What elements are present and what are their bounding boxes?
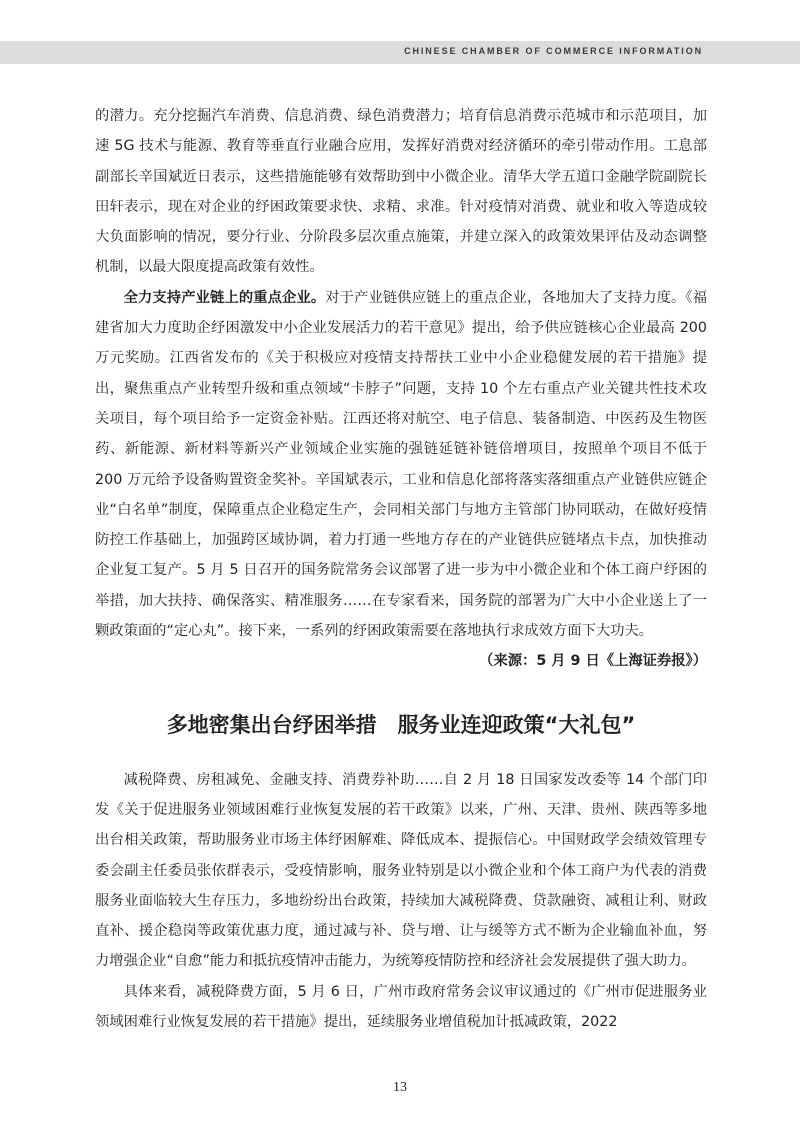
source-citation: （来源：5 月 9 日《上海证券报》） — [479, 653, 707, 670]
page-content — [95, 101, 707, 1037]
body-paragraph: 的潜力。充分挖掘汽车消费、信息消费、绿色消费潜力；培育信息消费示范城市和示范项目，加速 5G 技术与能源、教育等垂直行业融合应用，发挥好消费对经济循环的牵引带动作用。工息部副部长辛国斌近日表示，这些措施能够有效帮助到中小微企业。清华大学五道口金融学院副院长田轩表示，现在对企业的纾困政策要求快、求精、求准。针对疫情对消费、就业和收入等造成较大负面影响的情况，要分行业、分阶段多层次重点施策，并建立深入的政策效果评估及动态调整机制，以最大限度提高政策有效性。 — [95, 108, 707, 276]
section-lead: 全力支持产业链上的重点企业。 — [123, 289, 326, 306]
page-number: 13 — [393, 1080, 407, 1095]
article-paragraph: 减税降费、房租减免、金融支持、消费券补助……自 2 月 18 日国家发改委等 14 个部门印发《关于促进服务业领域困难行业恢复发展的若干政策》以来，广州、天津、贵州、陕西等多地出台相关政策，帮助服务业市场主体纾困解难、降低成本、提振信心。中国财政学会绩效管理专委会副主任委员张依群表示，受疫情影响，服务业特别是以小微企业和个体工商户为代表的消费服务业面临较大生存压力，多地纷纷出台政策，持续加大减税降费、贷款融资、减租让利、财政直补、援企稳岗等政策优惠力度，通过减与补、贷与增、让与缓等方式不断为企业输血补血，努力增强企业“自愈”能力和抵抗疫情冲击能力，为统筹疫情防控和经济社会发展提供了强大助力。 — [95, 771, 707, 970]
paragraph-text: 对于产业链供应链上的重点企业，各地加大了支持力度。《福建省加大力度助企纾困激发中小企业发展活力的若干意见》提出，给予供应链核心企业最高 200 万元奖励。江西省发布的《关于积极应对疫情支持帮扶工业中小企业稳健发展的若干措施》提出，聚焦重点产业转型升级和重点领域“卡脖子”问题，支持 10 个左右重点产业关键共性技术攻关项目，每个项目给予一定资金补贴。江西还将对航空、电子信息、装备制造、中医药及生物医药、新能源、新材料等新兴产业领域企业实施的强链延链补链倍增项目，按照单个项目不低于 200 万元给予设备购置资金奖补。辛国斌表示，工业和信息化部将落实落细重点产业链供应链企业“白名单”制度，保障重点企业稳定生产，会同相关部门与地方主管部门协同联动，在做好疫情防控工作基础上，加强跨区域协调，着力打通一些地方存在的产业链供应链堵点卡点，加快推动企业复工复产。5 月 5 日召开的国务院常务会议部署了进一步为中小微企业和个体工商户纾困的举措，加大扶持、确保落实、精准服务……在专家看来，国务院的部署为广大中小企业送上了一颗政策面的“定心丸”。接下来，一系列的纾困政策需要在落地执行求成效方面下大功夫。 — [95, 289, 707, 640]
body-paragraph — [95, 283, 707, 647]
article-title: 多地密集出台纾困举措 服务业连迎政策“大礼包” — [166, 712, 636, 737]
publication-header: CHINESE CHAMBER OF COMMERCE INFORMATION — [404, 46, 703, 56]
article-paragraph: 具体来看，减税降费方面，5 月 6 日，广州市政府常务会议审议通过的《广州市促进服务业领域困难行业恢复发展的若干措施》提出，延续服务业增值税加计抵减政策，2022 — [95, 983, 707, 1031]
